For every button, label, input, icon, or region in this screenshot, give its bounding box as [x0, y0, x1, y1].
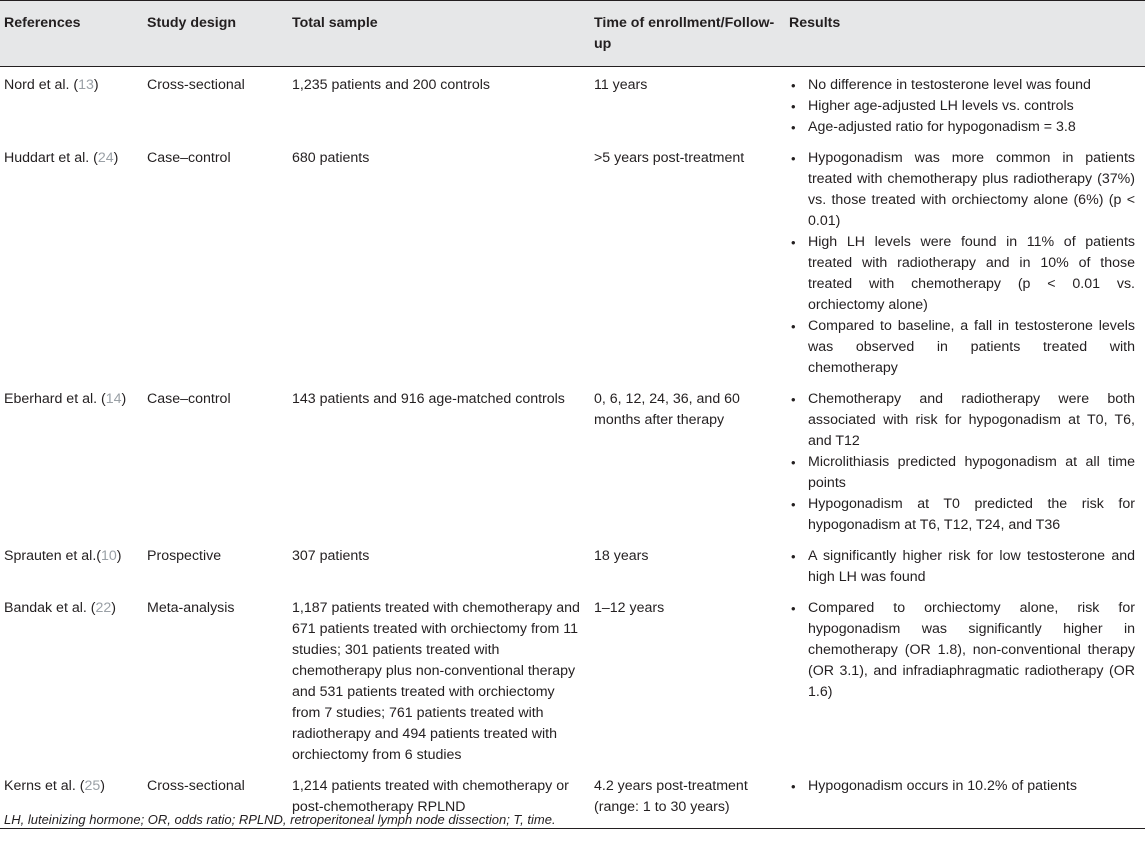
result-item — [789, 232, 1135, 316]
follow-up-cell: 18 years — [594, 548, 649, 564]
result-item — [789, 96, 1135, 117]
bullet-icon: • — [791, 78, 796, 93]
reference-cell — [0, 590, 143, 768]
total-sample-cell: 143 patients and 916 age-matched controls — [292, 391, 565, 407]
reference-close: ) — [121, 391, 127, 407]
result-text: Higher age-adjusted LH levels vs. controls — [808, 98, 1074, 114]
follow-up-cell: 11 years — [594, 77, 648, 93]
header-references: References — [0, 1, 143, 67]
results-cell — [785, 768, 1145, 829]
bullet-icon: • — [791, 392, 796, 407]
header-row — [0, 1, 1145, 67]
reference-close: ) — [113, 150, 119, 166]
bullet-icon: • — [791, 120, 796, 135]
study-design-cell: Cross-sectional — [143, 768, 288, 829]
result-item — [789, 494, 1135, 536]
reference-close: ) — [111, 600, 117, 616]
bullet-icon: • — [791, 99, 796, 114]
result-text: Hypogonadism occurs in 10.2% of patients — [808, 778, 1077, 794]
result-text: Age-adjusted ratio for hypogonadism = 3.8 — [808, 119, 1076, 135]
study-design-cell: Meta-analysis — [147, 600, 235, 616]
bullet-icon: • — [791, 549, 796, 564]
result-item — [789, 148, 1135, 232]
result-item — [789, 776, 1135, 797]
study-design-cell: Cross-sectional — [147, 77, 245, 93]
result-item — [789, 117, 1135, 138]
total-sample-cell: 1,235 patients and 200 controls — [292, 77, 490, 93]
reference-close: ) — [93, 77, 99, 93]
results-cell — [785, 140, 1145, 381]
result-item — [789, 452, 1135, 494]
bullet-icon: • — [791, 235, 796, 250]
results-list — [789, 546, 1135, 588]
result-item — [789, 389, 1135, 452]
results-list — [789, 598, 1135, 703]
reference-link[interactable]: 22 — [95, 600, 112, 616]
header-total-sample: Total sample — [288, 1, 590, 67]
reference-author: Kerns et al. ( — [4, 778, 85, 794]
follow-up-cell: 4.2 years post-treatment (range: 1 to 30 years) — [590, 768, 785, 829]
table-footnote: LH, luteinizing hormone; OR, odds ratio; RPLND, retroperitoneal lymph node dissection; T, time. — [4, 812, 556, 827]
results-list — [789, 776, 1135, 797]
reference-close: ) — [116, 548, 122, 564]
result-item — [789, 546, 1135, 588]
study-design-cell: Prospective — [147, 548, 222, 564]
reference-link[interactable]: 25 — [84, 778, 101, 794]
results-list — [789, 148, 1135, 379]
results-cell — [785, 67, 1145, 141]
reference-cell — [0, 381, 143, 538]
result-text: Compared to orchiectomy alone, risk for hypogonadism was significantly higher in chemotherapy (OR 1.8), non-conventional therapy (OR 3.1), and infradiaphragmatic radiotherapy (OR 1.6) — [808, 600, 1135, 700]
reference-author: Eberhard et al. ( — [4, 391, 106, 407]
result-text: A significantly higher risk for low testosterone and high LH was found — [808, 548, 1135, 585]
result-text: Hypogonadism at T0 predicted the risk for hypogonadism at T6, T12, T24, and T36 — [808, 496, 1135, 533]
header-results: Results — [785, 1, 1145, 67]
results-cell — [785, 538, 1145, 590]
result-text: Microlithiasis predicted hypogonadism at all time points — [808, 454, 1135, 491]
result-item — [789, 316, 1135, 379]
reference-link[interactable]: 10 — [101, 548, 117, 564]
study-design-cell: Case–control — [147, 150, 231, 166]
reference-link[interactable]: 13 — [78, 77, 94, 93]
reference-author: Nord et al. ( — [4, 77, 79, 93]
follow-up-cell: 0, 6, 12, 24, 36, and 60 months after therapy — [594, 391, 740, 428]
result-text: Hypogonadism was more common in patients treated with chemotherapy plus radiotherapy (37%) vs. those treated with orchiectomy alone (6%) (p < 0.01) — [808, 150, 1135, 229]
bullet-icon: • — [791, 497, 796, 512]
follow-up-cell: >5 years post-treatment — [594, 150, 745, 166]
reference-cell — [0, 67, 143, 141]
reference-link[interactable]: 14 — [105, 391, 122, 407]
total-sample-cell: 1,187 patients treated with chemotherapy and 671 patients treated with orchiectomy from 11 studies; 301 patients treated with chemotherapy plus non-conventional therapy and 531 patients treated with orchiectomy from 7 studies; 761 patients treated with radiotherapy and 494 patients treated with orchiectomy from 6 studies — [292, 600, 580, 763]
reference-author: Bandak et al. ( — [4, 600, 96, 616]
bullet-icon: • — [791, 319, 796, 334]
result-item — [789, 75, 1135, 96]
table-row — [0, 538, 1145, 590]
reference-author: Huddart et al. ( — [4, 150, 98, 166]
table-row — [0, 140, 1145, 381]
result-text: Compared to baseline, a fall in testosterone levels was observed in patients treated with chemotherapy — [808, 318, 1135, 376]
reference-close: ) — [100, 778, 105, 794]
header-study-design: Study design — [143, 1, 288, 67]
bullet-icon: • — [791, 779, 796, 794]
reference-link[interactable]: 24 — [97, 150, 114, 166]
study-design-cell: Case–control — [147, 391, 231, 407]
total-sample-cell: 680 patients — [292, 150, 370, 166]
result-text: High LH levels were found in 11% of patients treated with radiotherapy and in 10% of those treated with chemotherapy (p < 0.01 vs. orchiectomy alone) — [808, 234, 1135, 313]
result-item — [789, 598, 1135, 703]
bullet-icon: • — [791, 455, 796, 470]
results-cell — [785, 590, 1145, 768]
results-list — [789, 75, 1135, 138]
table-row — [0, 381, 1145, 538]
reference-cell — [0, 140, 143, 381]
results-list — [789, 389, 1135, 536]
bullet-icon: • — [791, 151, 796, 166]
results-cell — [785, 381, 1145, 538]
total-sample-cell: 307 patients — [292, 548, 370, 564]
table-row — [0, 590, 1145, 768]
result-text: No difference in testosterone level was found — [808, 77, 1091, 93]
reference-author: Sprauten et al.( — [4, 548, 102, 564]
table-row — [0, 67, 1145, 141]
result-text: Chemotherapy and radiotherapy were both associated with risk for hypogonadism at T0, T6, and T12 — [808, 391, 1135, 449]
follow-up-cell: 1–12 years — [594, 600, 665, 616]
header-time-enrollment: Time of enrollment/Follow-up — [590, 1, 785, 67]
reference-cell — [0, 538, 143, 590]
total-sample-cell: 1,214 patients treated with chemotherapy or post-chemotherapy RPLND — [288, 768, 590, 829]
bullet-icon: • — [791, 601, 796, 616]
